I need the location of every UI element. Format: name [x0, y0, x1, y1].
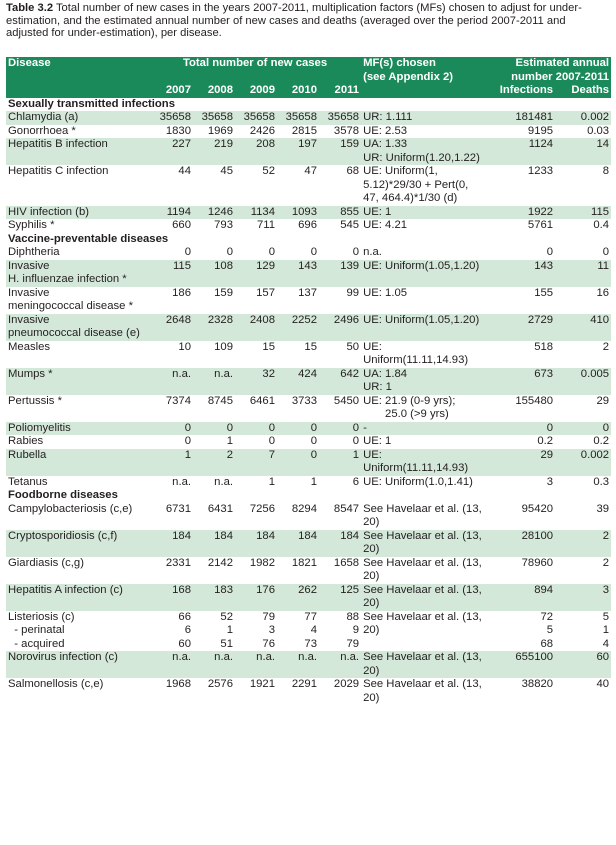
year-count-cell: 660: [149, 219, 193, 233]
table-row: [6, 395, 611, 422]
section-header-row: [6, 98, 611, 112]
year-count-cell: 35658: [149, 111, 193, 125]
year-count-cell: 68: [319, 165, 361, 206]
year-count-cell: 0: [277, 435, 319, 449]
year-count-cell: 8745: [193, 395, 235, 422]
year-count-cell: 8547: [319, 503, 361, 530]
year-count-cell: 2648: [149, 314, 193, 341]
infections-cell: 155: [491, 287, 555, 314]
infections-cell: 72 5 68: [491, 611, 555, 652]
mf-cell: UA: 1.84 UR: 1: [361, 368, 491, 395]
deaths-cell: 14: [555, 138, 611, 165]
disease-cell: Hepatitis C infection: [6, 165, 149, 206]
year-count-cell: 1982: [235, 557, 277, 584]
disease-cell: Norovirus infection (c): [6, 651, 149, 678]
year-count-cell: 2029: [319, 678, 361, 705]
mf-cell: UE: 1: [361, 206, 491, 220]
year-count-cell: 44: [149, 165, 193, 206]
year-count-cell: 1246: [193, 206, 235, 220]
year-count-cell: n.a.: [319, 651, 361, 678]
table-row: [6, 341, 611, 368]
header-mf: MF(s) chosen (see Appendix 2): [361, 57, 491, 84]
year-count-cell: 125: [319, 584, 361, 611]
year-count-cell: n.a.: [149, 476, 193, 490]
year-count-cell: 159: [193, 287, 235, 314]
deaths-cell: 0.002: [555, 111, 611, 125]
year-count-cell: 0: [235, 246, 277, 260]
disease-cell: HIV infection (b): [6, 206, 149, 220]
year-count-cell: 143: [277, 260, 319, 287]
year-count-cell: n.a.: [193, 476, 235, 490]
year-count-cell: 1969: [193, 125, 235, 139]
year-count-cell: 108: [193, 260, 235, 287]
section-title: Sexually transmitted infections: [6, 98, 611, 112]
year-count-cell: 0: [319, 435, 361, 449]
mf-cell: See Havelaar et al. (13, 20): [361, 651, 491, 678]
year-count-cell: 642: [319, 368, 361, 395]
year-count-cell: 109: [193, 341, 235, 368]
year-count-cell: 184: [235, 530, 277, 557]
deaths-cell: 2: [555, 530, 611, 557]
year-count-cell: 2: [193, 449, 235, 476]
deaths-cell: 0.005: [555, 368, 611, 395]
mf-cell: UE: 4.21: [361, 219, 491, 233]
disease-cell: Hepatitis B infection: [6, 138, 149, 165]
year-count-cell: 139: [319, 260, 361, 287]
year-count-cell: 183: [193, 584, 235, 611]
year-count-cell: 137: [277, 287, 319, 314]
year-count-cell: n.a.: [277, 651, 319, 678]
year-count-cell: 0: [193, 422, 235, 436]
table-row: [6, 557, 611, 584]
mf-cell: See Havelaar et al. (13, 20): [361, 611, 491, 652]
table-row: [6, 287, 611, 314]
deaths-cell: 0.002: [555, 449, 611, 476]
year-count-cell: 2328: [193, 314, 235, 341]
mf-cell: See Havelaar et al. (13, 20): [361, 530, 491, 557]
year-count-cell: 6731: [149, 503, 193, 530]
section-title: Foodborne diseases: [6, 489, 611, 503]
mf-cell: UE: 1: [361, 435, 491, 449]
disease-cell: Invasive H. influenzae infection *: [6, 260, 149, 287]
year-count-cell: 6: [319, 476, 361, 490]
table-row: [6, 651, 611, 678]
year-count-cell: 208: [235, 138, 277, 165]
year-count-cell: 184: [193, 530, 235, 557]
infections-cell: 0: [491, 422, 555, 436]
infections-cell: 518: [491, 341, 555, 368]
year-count-cell: 227: [149, 138, 193, 165]
year-count-cell: 2331: [149, 557, 193, 584]
disease-cell: Measles: [6, 341, 149, 368]
disease-cell: Invasive pneumococcal disease (e): [6, 314, 149, 341]
year-count-cell: 184: [277, 530, 319, 557]
table-row: [6, 165, 611, 206]
year-count-cell: 0: [235, 422, 277, 436]
year-count-cell: 35658: [193, 111, 235, 125]
mf-cell: UE: Uniform(1.0,1.41): [361, 476, 491, 490]
year-count-cell: 99: [319, 287, 361, 314]
year-count-cell: 50: [319, 341, 361, 368]
year-count-cell: 157: [235, 287, 277, 314]
table-row: [6, 206, 611, 220]
table-row: [6, 449, 611, 476]
header-infections: Infections: [491, 84, 555, 98]
header-year: 2010: [277, 84, 319, 98]
year-count-cell: 1093: [277, 206, 319, 220]
disease-cell: Tetanus: [6, 476, 149, 490]
header-row: [6, 57, 611, 84]
year-count-cell: n.a.: [149, 651, 193, 678]
year-count-cell: 1: [319, 449, 361, 476]
year-count-cell: 1921: [235, 678, 277, 705]
table-row: [6, 138, 611, 165]
year-count-cell: 262: [277, 584, 319, 611]
table-row: [6, 111, 611, 125]
caption-label: Table 3.2: [6, 2, 54, 14]
table-row: [6, 125, 611, 139]
mf-cell: UE: Uniform(11.11,14.93): [361, 341, 491, 368]
year-count-cell: 8294: [277, 503, 319, 530]
year-count-cell: 0: [277, 449, 319, 476]
infections-cell: 5761: [491, 219, 555, 233]
year-count-cell: 79 3 76: [235, 611, 277, 652]
infections-cell: 3: [491, 476, 555, 490]
table-row: [6, 678, 611, 705]
year-count-cell: 0: [235, 435, 277, 449]
disease-cell: Chlamydia (a): [6, 111, 149, 125]
section-header-row: [6, 233, 611, 247]
year-count-cell: n.a.: [193, 368, 235, 395]
year-count-cell: n.a.: [235, 651, 277, 678]
year-count-cell: 1658: [319, 557, 361, 584]
header-disease: Disease: [6, 57, 149, 84]
mf-cell: UE: 21.9 (0-9 yrs); 25.0 (>9 yrs): [361, 395, 491, 422]
year-count-cell: 0: [319, 246, 361, 260]
year-count-cell: 2815: [277, 125, 319, 139]
disease-cell: Giardiasis (c,g): [6, 557, 149, 584]
header-year: 2007: [149, 84, 193, 98]
year-count-cell: 1134: [235, 206, 277, 220]
infections-cell: 1922: [491, 206, 555, 220]
year-count-cell: 159: [319, 138, 361, 165]
disease-cell: Listeriosis (c) - perinatal - acquired: [6, 611, 149, 652]
year-count-cell: 1: [235, 476, 277, 490]
header-deaths: Deaths: [555, 84, 611, 98]
year-count-cell: 197: [277, 138, 319, 165]
year-count-cell: 32: [235, 368, 277, 395]
year-count-cell: 711: [235, 219, 277, 233]
disease-cell: Salmonellosis (c,e): [6, 678, 149, 705]
mf-cell: n.a.: [361, 246, 491, 260]
year-count-cell: 2496: [319, 314, 361, 341]
infections-cell: 655100: [491, 651, 555, 678]
year-count-cell: 0: [149, 422, 193, 436]
year-count-cell: 1830: [149, 125, 193, 139]
deaths-cell: 11: [555, 260, 611, 287]
deaths-cell: 8: [555, 165, 611, 206]
year-count-cell: 7374: [149, 395, 193, 422]
infections-cell: 78960: [491, 557, 555, 584]
disease-cell: Mumps *: [6, 368, 149, 395]
mf-cell: See Havelaar et al. (13, 20): [361, 584, 491, 611]
year-count-cell: 2142: [193, 557, 235, 584]
year-count-cell: 176: [235, 584, 277, 611]
year-count-cell: 88 9 79: [319, 611, 361, 652]
year-count-cell: 45: [193, 165, 235, 206]
infections-cell: 29: [491, 449, 555, 476]
table-row: [6, 314, 611, 341]
table-row: [6, 422, 611, 436]
year-count-cell: 168: [149, 584, 193, 611]
year-count-cell: 6461: [235, 395, 277, 422]
year-count-cell: 15: [277, 341, 319, 368]
infections-cell: 181481: [491, 111, 555, 125]
deaths-cell: 410: [555, 314, 611, 341]
deaths-cell: 115: [555, 206, 611, 220]
disease-cell: Poliomyelitis: [6, 422, 149, 436]
year-count-cell: 0: [319, 422, 361, 436]
disease-cell: Campylobacteriosis (c,e): [6, 503, 149, 530]
header-estimated: Estimated annual number 2007-2011: [491, 57, 611, 84]
header-total: Total number of new cases: [149, 57, 361, 84]
year-count-cell: 1: [277, 476, 319, 490]
disease-cell: Cryptosporidiosis (c,f): [6, 530, 149, 557]
deaths-cell: 0.2: [555, 435, 611, 449]
deaths-cell: 5 1 4: [555, 611, 611, 652]
infections-cell: 38820: [491, 678, 555, 705]
mf-cell: UE: 2.53: [361, 125, 491, 139]
year-count-cell: 2408: [235, 314, 277, 341]
infections-cell: 2729: [491, 314, 555, 341]
infections-cell: 894: [491, 584, 555, 611]
deaths-cell: 39: [555, 503, 611, 530]
year-count-cell: 186: [149, 287, 193, 314]
year-count-cell: 0: [277, 422, 319, 436]
year-count-cell: 7: [235, 449, 277, 476]
disease-cell: Diphtheria: [6, 246, 149, 260]
year-count-cell: 2291: [277, 678, 319, 705]
year-count-cell: 1: [149, 449, 193, 476]
year-count-cell: 5450: [319, 395, 361, 422]
disease-cell: Rubella: [6, 449, 149, 476]
year-count-cell: 6431: [193, 503, 235, 530]
header-year: 2008: [193, 84, 235, 98]
year-count-cell: 3578: [319, 125, 361, 139]
year-count-cell: 47: [277, 165, 319, 206]
section-header-row: [6, 489, 611, 503]
infections-cell: 143: [491, 260, 555, 287]
year-count-cell: 793: [193, 219, 235, 233]
year-count-cell: 15: [235, 341, 277, 368]
mf-cell: UE: Uniform(1.05,1.20): [361, 314, 491, 341]
year-count-cell: 1: [193, 435, 235, 449]
infections-cell: 0.2: [491, 435, 555, 449]
header-year: 2009: [235, 84, 277, 98]
year-count-cell: 1821: [277, 557, 319, 584]
disease-cell: Invasive meningococcal disease *: [6, 287, 149, 314]
table-row: [6, 219, 611, 233]
deaths-cell: 29: [555, 395, 611, 422]
table-row: [6, 260, 611, 287]
table-body: [6, 98, 611, 706]
table-caption: [6, 2, 610, 40]
deaths-cell: 0.3: [555, 476, 611, 490]
deaths-cell: 2: [555, 557, 611, 584]
year-count-cell: 66 6 60: [149, 611, 193, 652]
table-row: [6, 611, 611, 652]
year-count-cell: 855: [319, 206, 361, 220]
year-count-cell: 184: [149, 530, 193, 557]
deaths-cell: 60: [555, 651, 611, 678]
year-count-cell: 115: [149, 260, 193, 287]
table-row: [6, 584, 611, 611]
infections-cell: 1124: [491, 138, 555, 165]
mf-cell: UA: 1.33 UR: Uniform(1.20,1.22): [361, 138, 491, 165]
year-count-cell: 696: [277, 219, 319, 233]
disease-cell: Gonorrhoea *: [6, 125, 149, 139]
caption-text: Total number of new cases in the years 2007-2011, multiplication factors (MFs) chosen to adjust for under-estimation, and the estimated annual number of new cases and deaths (averaged over the period 2007-2011 and adjusted for under-estimation), per disease.: [6, 2, 582, 40]
disease-table: [6, 57, 611, 705]
year-count-cell: 1968: [149, 678, 193, 705]
table-row: [6, 368, 611, 395]
table-row: [6, 435, 611, 449]
year-count-cell: 545: [319, 219, 361, 233]
deaths-cell: 40: [555, 678, 611, 705]
year-count-cell: 52 1 51: [193, 611, 235, 652]
year-count-cell: 1194: [149, 206, 193, 220]
year-count-cell: 77 4 73: [277, 611, 319, 652]
mf-cell: UE: 1.05: [361, 287, 491, 314]
deaths-cell: 3: [555, 584, 611, 611]
year-count-cell: n.a.: [193, 651, 235, 678]
year-count-cell: 35658: [235, 111, 277, 125]
header-year: 2011: [319, 84, 361, 98]
year-count-cell: 0: [193, 246, 235, 260]
infections-cell: 9195: [491, 125, 555, 139]
section-title: Vaccine-preventable diseases: [6, 233, 611, 247]
mf-cell: See Havelaar et al. (13, 20): [361, 503, 491, 530]
deaths-cell: 0: [555, 422, 611, 436]
infections-cell: 1233: [491, 165, 555, 206]
deaths-cell: 0.4: [555, 219, 611, 233]
year-count-cell: 7256: [235, 503, 277, 530]
infections-cell: 28100: [491, 530, 555, 557]
table-row: [6, 530, 611, 557]
deaths-cell: 16: [555, 287, 611, 314]
mf-cell: -: [361, 422, 491, 436]
year-count-cell: 52: [235, 165, 277, 206]
year-count-cell: 424: [277, 368, 319, 395]
infections-cell: 673: [491, 368, 555, 395]
deaths-cell: 0.03: [555, 125, 611, 139]
mf-cell: UE: Uniform(11.11,14.93): [361, 449, 491, 476]
table-row: [6, 246, 611, 260]
disease-cell: Rabies: [6, 435, 149, 449]
table-row: [6, 476, 611, 490]
year-count-cell: 0: [149, 435, 193, 449]
mf-cell: UE: Uniform(1.05,1.20): [361, 260, 491, 287]
mf-cell: See Havelaar et al. (13, 20): [361, 678, 491, 705]
disease-cell: Pertussis *: [6, 395, 149, 422]
year-count-cell: 35658: [277, 111, 319, 125]
disease-cell: Syphilis *: [6, 219, 149, 233]
infections-cell: 0: [491, 246, 555, 260]
year-count-cell: 184: [319, 530, 361, 557]
mf-cell: UR: 1.111: [361, 111, 491, 125]
table-row: [6, 503, 611, 530]
mf-cell: UE: Uniform(1, 5.12)*29/30 + Pert(0, 47, 464.4)*1/30 (d): [361, 165, 491, 206]
year-count-cell: 3733: [277, 395, 319, 422]
year-count-cell: 10: [149, 341, 193, 368]
year-count-cell: 219: [193, 138, 235, 165]
year-count-cell: 2252: [277, 314, 319, 341]
mf-cell: See Havelaar et al. (13, 20): [361, 557, 491, 584]
disease-cell: Hepatitis A infection (c): [6, 584, 149, 611]
header-years-row: [6, 84, 611, 98]
year-count-cell: 2426: [235, 125, 277, 139]
year-count-cell: n.a.: [149, 368, 193, 395]
year-count-cell: 2576: [193, 678, 235, 705]
infections-cell: 155480: [491, 395, 555, 422]
year-count-cell: 0: [277, 246, 319, 260]
year-count-cell: 129: [235, 260, 277, 287]
deaths-cell: 2: [555, 341, 611, 368]
infections-cell: 95420: [491, 503, 555, 530]
year-count-cell: 0: [149, 246, 193, 260]
deaths-cell: 0: [555, 246, 611, 260]
year-count-cell: 35658: [319, 111, 361, 125]
